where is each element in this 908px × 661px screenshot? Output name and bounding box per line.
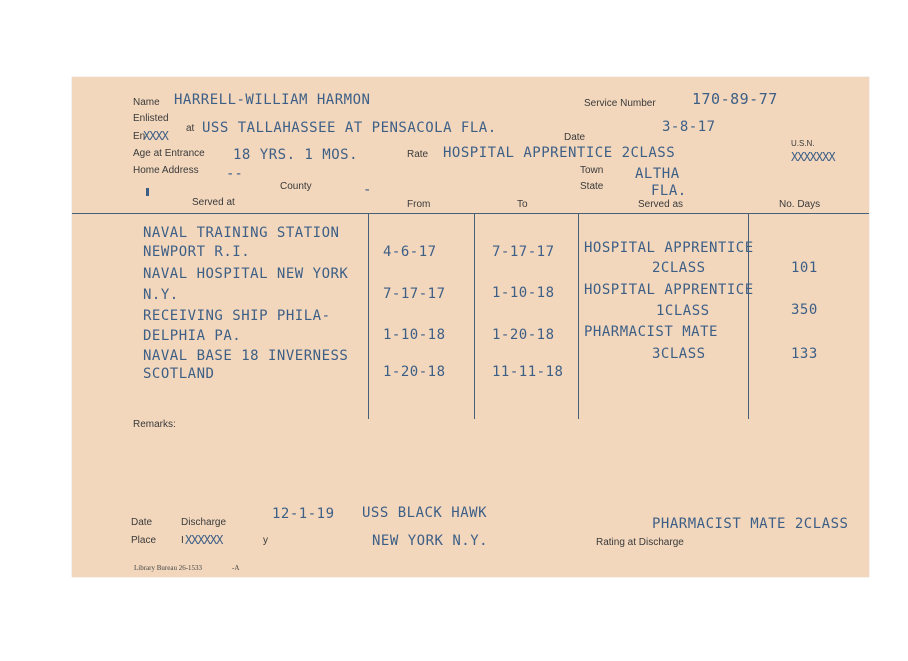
served-at-line: NAVAL TRAINING STATION: [143, 225, 340, 241]
col-to: To: [517, 199, 528, 210]
enlisted-at-value: USS TALLAHASSEE AT PENSACOLA FLA.: [202, 120, 497, 136]
town-value: ALTHA: [635, 166, 680, 182]
ink-mark: [146, 188, 149, 196]
home-address-value: --: [226, 166, 243, 182]
enrolled-label-struck: XXXX: [143, 129, 168, 143]
county-label: County: [280, 181, 312, 192]
enrolled-label-prefix: En: [133, 131, 146, 142]
column-divider-1: [368, 214, 369, 419]
enlisted-label: Enlisted: [133, 113, 169, 124]
printer-mark: Library Bureau 26-1533: [134, 564, 203, 572]
col-served-as: Served as: [638, 199, 684, 210]
place-struck: XXXXXX: [185, 533, 223, 547]
served-at-line: DELPHIA PA.: [143, 328, 242, 344]
age-label: Age at Entrance: [133, 148, 205, 159]
printer-mark-suffix: -A: [232, 564, 240, 572]
col-served-at: Served at: [192, 197, 235, 208]
rating-at-discharge-value: PHARMACIST MATE 2CLASS: [652, 516, 849, 532]
from-date: 1-20-18: [383, 364, 446, 380]
service-number-value: 170-89-77: [692, 90, 778, 108]
served-at-line: N.Y.: [143, 287, 179, 303]
discharge-label: Discharge: [181, 517, 227, 528]
table-header-rule: [72, 213, 869, 214]
enlisted-at-label: at: [186, 123, 195, 134]
place-prefix: I: [181, 535, 184, 546]
served-as-line: 1CLASS: [656, 303, 710, 319]
column-divider-3: [578, 214, 579, 419]
usn-label: U.S.N.: [791, 139, 815, 148]
place-label: Place: [131, 535, 157, 546]
col-no-days: No. Days: [779, 199, 821, 210]
served-at-line: SCOTLAND: [143, 366, 215, 382]
name-value: HARRELL-WILLIAM HARMON: [174, 92, 371, 108]
col-from: From: [407, 199, 431, 210]
to-date: 1-20-18: [492, 327, 555, 343]
place-value: NEW YORK N.Y.: [372, 533, 489, 549]
state-value: FLA.: [651, 183, 687, 199]
to-date: 11-11-18: [492, 364, 564, 380]
no-days-value: 101: [791, 260, 818, 276]
served-at-line: NAVAL BASE 18 INVERNESS: [143, 348, 349, 364]
from-date: 1-10-18: [383, 327, 446, 343]
home-address-label: Home Address: [133, 165, 199, 176]
from-date: 7-17-17: [383, 286, 446, 302]
county-value: -: [363, 182, 372, 198]
to-date: 1-10-18: [492, 285, 555, 301]
rate-label: Rate: [407, 149, 429, 160]
service-number-label: Service Number: [584, 98, 656, 109]
no-days-value: 133: [791, 346, 818, 362]
rate-value: HOSPITAL APPRENTICE 2CLASS: [443, 145, 676, 161]
town-label: Town: [580, 165, 604, 176]
served-as-line: 2CLASS: [652, 260, 706, 276]
served-at-line: RECEIVING SHIP PHILA-: [143, 308, 331, 324]
served-at-line: NAVAL HOSPITAL NEW YORK: [143, 266, 349, 282]
service-record-card: [72, 77, 869, 577]
discharge-date: 12-1-19: [272, 506, 335, 522]
name-label: Name: [133, 97, 160, 108]
remarks-label: Remarks:: [133, 419, 176, 430]
footer-date-label: Date: [131, 517, 153, 528]
served-at-line: NEWPORT R.I.: [143, 244, 251, 260]
column-divider-2: [474, 214, 475, 419]
from-date: 4-6-17: [383, 244, 437, 260]
discharge-ship: USS BLACK HAWK: [362, 505, 488, 521]
place-suffix: y: [263, 535, 268, 546]
served-as-line: HOSPITAL APPRENTICE: [584, 282, 754, 298]
to-date: 7-17-17: [492, 244, 555, 260]
usn-struck: XXXXXXX: [791, 150, 835, 164]
served-as-line: 3CLASS: [652, 346, 706, 362]
state-label: State: [580, 181, 604, 192]
no-days-value: 350: [791, 302, 818, 318]
date-value: 3-8-17: [662, 119, 716, 135]
age-value: 18 YRS. 1 MOS.: [233, 147, 359, 163]
rating-at-discharge-label: Rating at Discharge: [596, 537, 684, 548]
date-label: Date: [564, 132, 586, 143]
served-as-line: PHARMACIST MATE: [584, 324, 718, 340]
served-as-line: HOSPITAL APPRENTICE: [584, 240, 754, 256]
